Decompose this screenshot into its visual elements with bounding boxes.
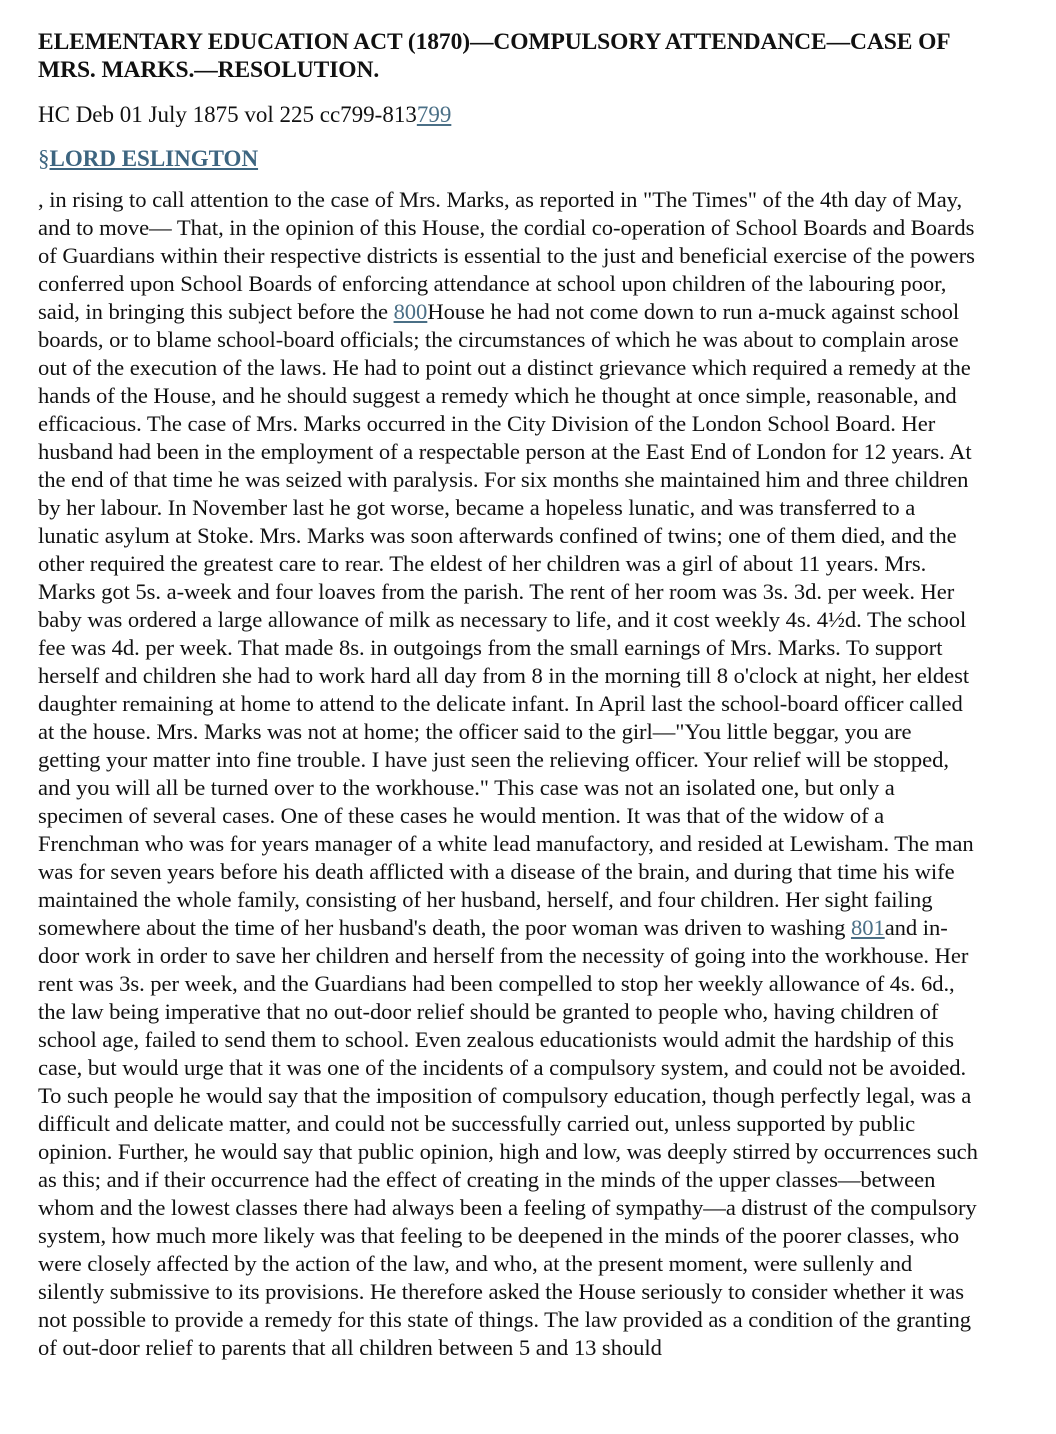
- section-mark: §: [38, 146, 50, 171]
- speech-body: [38, 186, 978, 1362]
- speech-text-part-3: and in-door work in order to save her children and herself from the necessity of going into the workhouse. Her rent was 3s. per week, and the Guardians had been compelled to stop her weekly allowance of 4s. 6d., the law being imperative that no out-door relief should be granted to people who, having children of school age, failed to send them to school. Even zealous educationists would admit the hardship of this case, but would urge that it was one of the incidents of a compulsory system, and could not be avoided. To such people he would say that the imposition of compulsory education, though perfectly legal, was a difficult and delicate matter, and could not be successfully carried out, unless supported by public opinion. Further, he would say that public opinion, high and low, was deeply stirred by occurrences such as this; and if their occurrence had the effect of creating in the minds of the upper classes—between whom and the lowest classes there had always been a feeling of sympathy—a distrust of the compulsory system, how much more likely was that feeling to be deepened in the minds of the poorer classes, who were closely affected by the action of the law, and who, at the present moment, were sullenly and silently submissive to its provisions. He therefore asked the House seriously to consider whether it was not possible to provide a remedy for this state of things. The law provided as a condition of the granting of out-door relief to parents that all children between 5 and 13 should: [38, 915, 978, 1360]
- column-link-801[interactable]: 801: [850, 915, 885, 940]
- page-title: ELEMENTARY EDUCATION ACT (1870)—COMPULSORY ATTENDANCE—CASE OF MRS. MARKS.—RESOLUTION.: [38, 29, 950, 83]
- speech-text-part-2: House he had not come down to run a-muck against school boards, or to blame school-board officials; the circumstances of which he was about to complain arose out of the execution of the laws. He had to point out a distinct grievance which required a remedy at the hands of the House, and he should suggest a remedy which he thought at once simple, reasonable, and efficacious. The case of Mrs. Marks occurred in the City Division of the London School Board. Her husband had been in the employment of a respectable person at the East End of London for 12 years. At the end of that time he was seized with paralysis. For six months she maintained him and three children by her labour. In November last he got worse, became a hopeless lunatic, and was transferred to a lunatic asylum at Stoke. Mrs. Marks was soon afterwards confined of twins; one of them died, and the other required the greatest care to rear. The eldest of her children was a girl of about 11 years. Mrs. Marks got 5s. a-week and four loaves from the parish. The rent of her room was 3s. 3d. per week. Her baby was ordered a large allowance of milk as necessary to life, and it cost weekly 4s. 4½d. The school fee was 4d. per week. That made 8s. in outgoings from the small earnings of Mrs. Marks. To support herself and children she had to work hard all day from 8 in the morning till 8 o'clock at night, her eldest daughter remaining at home to attend to the delicate infant. In April last the school-board officer called at the house. Mrs. Marks was not at home; the officer said to the girl—"You little beggar, you are getting your matter into fine trouble. I have just seen the relieving officer. Your relief will be stopped, and you will all be turned over to the workhouse." This case was not an isolated one, but only a specimen of several cases. One of these cases he would mention. It was that of the widow of a Frenchman who was for years manager of a white lead manufactory, and resided at Lewisham. The man was for seven years before his death afflicted with a disease of the brain, and during that time his wife maintained the whole family, consisting of her husband, herself, and four children. Her sight failing somewhere about the time of her husband's death, the poor woman was driven to washing: [38, 299, 974, 940]
- speaker-name-link[interactable]: LORD ESLINGTON: [49, 146, 259, 171]
- column-link-800[interactable]: 800: [393, 299, 428, 324]
- document-page: [38, 0, 978, 1362]
- speech-text-part-1: , in rising to call attention to the case of Mrs. Marks, as reported in "The Times" of the 4th day of May, and to move— That, in the opinion of this House, the cordial co-operation of School Boards and Boards of Guardians within their respective districts is essential to the just and beneficial exercise of the powers conferred upon School Boards of enforcing attendance at school upon children of the labouring poor, said, in bringing this subject before the: [38, 187, 975, 324]
- citation: [38, 101, 978, 129]
- column-link-799[interactable]: 799: [416, 102, 452, 127]
- speaker-heading: [38, 144, 978, 174]
- citation-text: HC Deb 01 July 1875 vol 225 cc799-813: [38, 102, 417, 127]
